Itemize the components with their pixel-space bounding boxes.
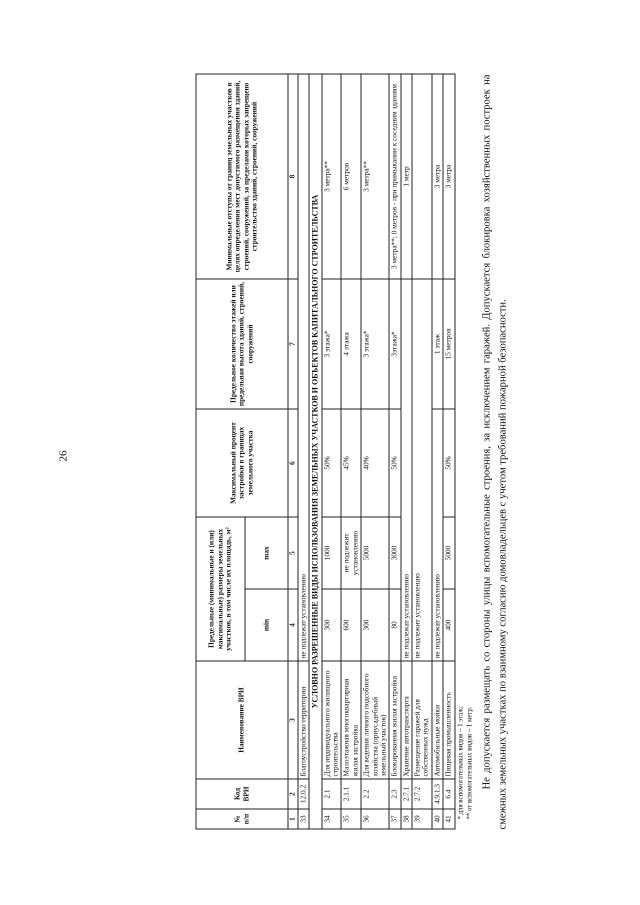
footnote-floors: * для вспомогательных видов – 1 этаж; [457, 706, 465, 820]
row-floors: 3этажа* [389, 279, 400, 409]
zoning-table [196, 73, 456, 829]
row-code: 2.1.1 [341, 779, 361, 809]
body-paragraph: Не допускается размещать со стороны улицы вспомогательные строения, за исключением гаражей. Допускается блокировка хозяйственных построек на смежных земельных участках по взаимному согласию домовладельцев с учетом требований пожарной безопасности. [481, 74, 509, 830]
header-percent: Максимальный процент застройки в границах земельного участка [196, 409, 288, 517]
header-size-group: Предельные (минимальные и (или) максимальные) размеры земельных участков, в том числе их площадь, м² [196, 517, 245, 661]
row-span-value: не подлежат установлению [401, 279, 412, 661]
row-floors: 1 этаж [432, 279, 443, 409]
col-number: 5 [288, 517, 298, 589]
row-min: 400 [443, 589, 454, 661]
row-floors: 3 этажа* [322, 279, 342, 409]
row-max: 1000 [322, 517, 342, 589]
row-name: Автомобильные мойки [432, 661, 443, 779]
section-title: УСЛОВНО РАЗРЕШЕННЫЕ ВИДЫ ИСПОЛЬЗОВАНИЯ ЗЕМЕЛЬНЫХ УЧАСТКОВ И ОБЪЕКТОВ КАПИТАЛЬНОГО СТРОИТЕЛЬСТВА [309, 74, 321, 829]
row-span-value: не подлежат установлению [298, 74, 309, 661]
header-code: Код ВРИ [196, 779, 288, 809]
header-num: № п/п [196, 809, 288, 829]
row-code: 2.7.1 [401, 779, 412, 809]
row-min: 300 [361, 589, 389, 661]
row-span-value: не подлежит установлению [412, 279, 432, 661]
row-code: 2.1 [322, 779, 342, 809]
row-max: 5000 [443, 517, 454, 589]
row-percent: 40% [361, 409, 389, 517]
table-row [432, 74, 443, 829]
row-setback: 3 метра [443, 74, 454, 279]
header-name: Наименование ВРИ [196, 661, 288, 779]
row-num: 35 [341, 809, 361, 829]
row-name: Пищевая промышленность [443, 661, 454, 779]
row-num: 34 [322, 809, 342, 829]
rotated-page-content [196, 74, 509, 830]
col-number: 2 [288, 779, 298, 809]
header-setbacks: Минимальные отступы от границ земельных участков в целях определения мест допустимого размещения зданий, строений, сооружений, за пределами которых запрещено строительство зданий, строений, сооружений [196, 74, 288, 279]
row-setback: 6 метров [341, 74, 361, 279]
row-setback [412, 74, 432, 279]
row-code: 6.4 [443, 779, 454, 809]
row-setback: 3 метра** [322, 74, 342, 279]
col-number: 7 [288, 279, 298, 409]
table-row [341, 74, 361, 829]
col-number: 4 [288, 589, 298, 661]
row-floors: 4 этажа [341, 279, 361, 409]
row-name: Благоустройство территории [298, 661, 309, 779]
table-row [298, 74, 309, 829]
row-code: 12.0.2 [298, 779, 309, 809]
row-name: Для индивидуального жилищного строительства [322, 661, 342, 779]
row-floors: 3 этажа* [361, 279, 389, 409]
row-name: Для ведения личного подсобного хозяйства (приусадебный земельный участок) [361, 661, 389, 779]
col-number: 8 [288, 74, 298, 279]
row-percent: 50% [389, 409, 400, 517]
row-span-value: не подлежат установлению [432, 409, 443, 661]
row-num: 33 [298, 809, 309, 829]
row-min: 600 [341, 589, 361, 661]
page-number: 26 [57, 450, 70, 462]
row-num: 39 [412, 809, 432, 829]
row-setback: 3 метра [432, 74, 443, 279]
row-code: 2.7.2 [412, 779, 432, 809]
row-num: 37 [389, 809, 400, 829]
row-max: 3000 [389, 517, 400, 589]
row-name: Малоэтажная многоквартирная жилая застройка [341, 661, 361, 779]
col-number: 3 [288, 661, 298, 779]
row-percent: 50% [443, 409, 454, 517]
table-row [361, 74, 389, 829]
footnote-setback: ** от вспомогательных видов – 1 метр. [466, 706, 474, 820]
table-row [401, 74, 412, 829]
row-num: 40 [432, 809, 443, 829]
header-floors: Предельное количество этажей или предельная высота зданий, строений, сооружений [196, 279, 288, 409]
row-max: не подлежит установлению [341, 517, 361, 589]
row-min: 300 [322, 589, 342, 661]
header-max: max [245, 517, 288, 589]
row-setback: 3 метра** [361, 74, 389, 279]
table-row [322, 74, 342, 829]
col-number: 6 [288, 409, 298, 517]
table-row [389, 74, 400, 829]
row-percent: 50% [322, 409, 342, 517]
row-code: 4.9.1.3 [432, 779, 443, 809]
row-min: 80 [389, 589, 400, 661]
row-setback: 3 метра**; 0 метров - при примыкании к соседним зданиям [389, 74, 400, 279]
row-name: Размещение гаражей для собственных нужд [412, 661, 432, 779]
table-row [412, 74, 432, 829]
table-row [443, 74, 454, 829]
col-number: 1 [288, 809, 298, 829]
section-row [309, 74, 321, 829]
row-setback: 1 метр [401, 74, 412, 279]
row-code: 2.2 [361, 779, 389, 809]
row-num: 38 [401, 809, 412, 829]
row-floors: 15 метров [443, 279, 454, 409]
row-num: 41 [443, 809, 454, 829]
row-num: 36 [361, 809, 389, 829]
row-max: 5000 [361, 517, 389, 589]
row-name: Хранение автотранспорта [401, 661, 412, 779]
row-percent: 45% [341, 409, 361, 517]
column-number-row [288, 74, 298, 829]
row-name: Блокированная жилая застройка [389, 661, 400, 779]
row-code: 2.3 [389, 779, 400, 809]
header-min: min [245, 589, 288, 661]
